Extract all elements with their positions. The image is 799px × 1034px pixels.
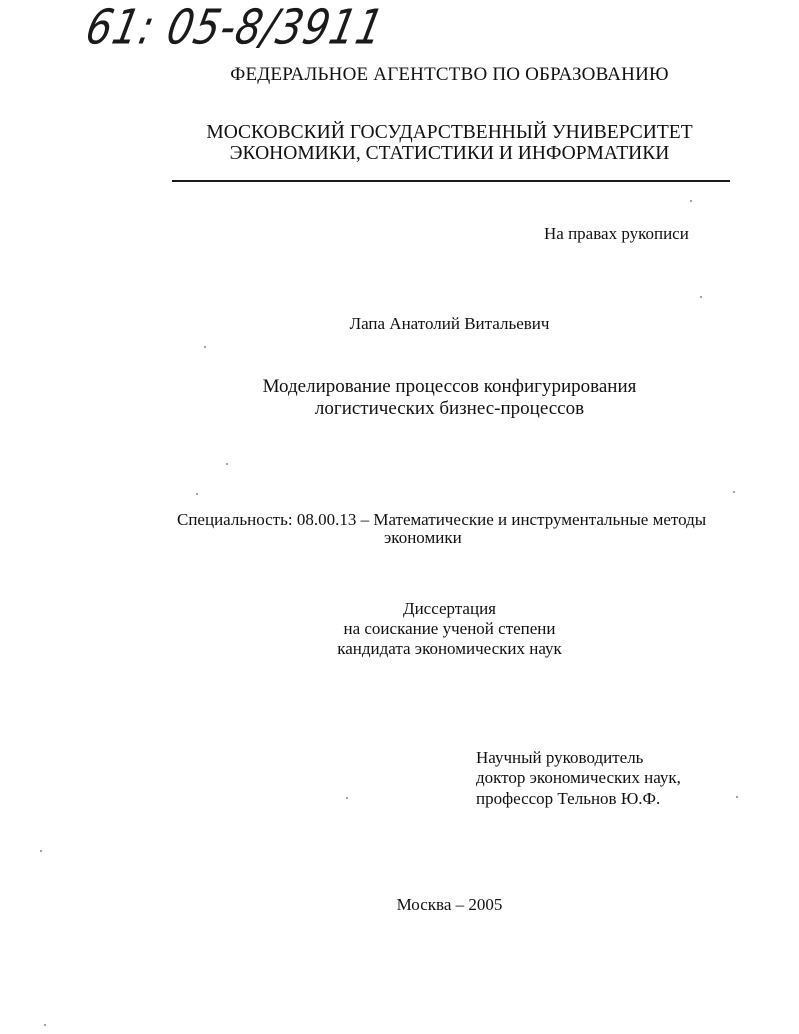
university-name-line1: МОСКОВСКИЙ ГОСУДАРСТВЕННЫЙ УНИВЕРСИТЕТ: [206, 122, 693, 143]
header-divider: [172, 180, 730, 182]
scan-speck: [204, 346, 206, 348]
supervisor-name: профессор Тельнов Ю.Ф.: [476, 789, 661, 808]
city-year: Москва – 2005: [396, 895, 503, 914]
dissertation-degree-line2: кандидата экономических наук: [337, 639, 562, 658]
agency-heading: ФЕДЕРАЛЬНОЕ АГЕНТСТВО ПО ОБРАЗОВАНИЮ: [230, 64, 669, 85]
supervisor-degree: доктор экономических наук,: [476, 768, 681, 787]
supervisor-label: Научный руководитель: [476, 748, 644, 767]
scan-speck: [196, 493, 198, 495]
scan-speck: [44, 1024, 46, 1026]
scan-speck: [700, 296, 702, 298]
rights-note: На правах рукописи: [544, 224, 689, 243]
scan-speck: [40, 850, 42, 852]
handwritten-archive-code: 61: 05-8/3911: [81, 0, 389, 56]
scan-speck: [736, 796, 738, 798]
scan-speck: [346, 797, 348, 799]
author-name: Лапа Анатолий Витальевич: [349, 314, 550, 333]
thesis-title-line2: логистических бизнес-процессов: [314, 398, 585, 419]
scan-speck: [226, 463, 228, 465]
university-name-line2: ЭКОНОМИКИ, СТАТИСТИКИ И ИНФОРМАТИКИ: [229, 143, 670, 164]
specialty-line1: Специальность: 08.00.13 – Математические и инструментальные методы: [177, 510, 707, 529]
scan-speck: [733, 491, 735, 493]
scan-speck: [690, 200, 692, 202]
thesis-title-line1: Моделирование процессов конфигурирования: [262, 376, 637, 397]
specialty-line2: экономики: [384, 528, 462, 547]
dissertation-label: Диссертация: [402, 599, 496, 618]
dissertation-degree-line1: на соискание ученой степени: [343, 619, 556, 638]
